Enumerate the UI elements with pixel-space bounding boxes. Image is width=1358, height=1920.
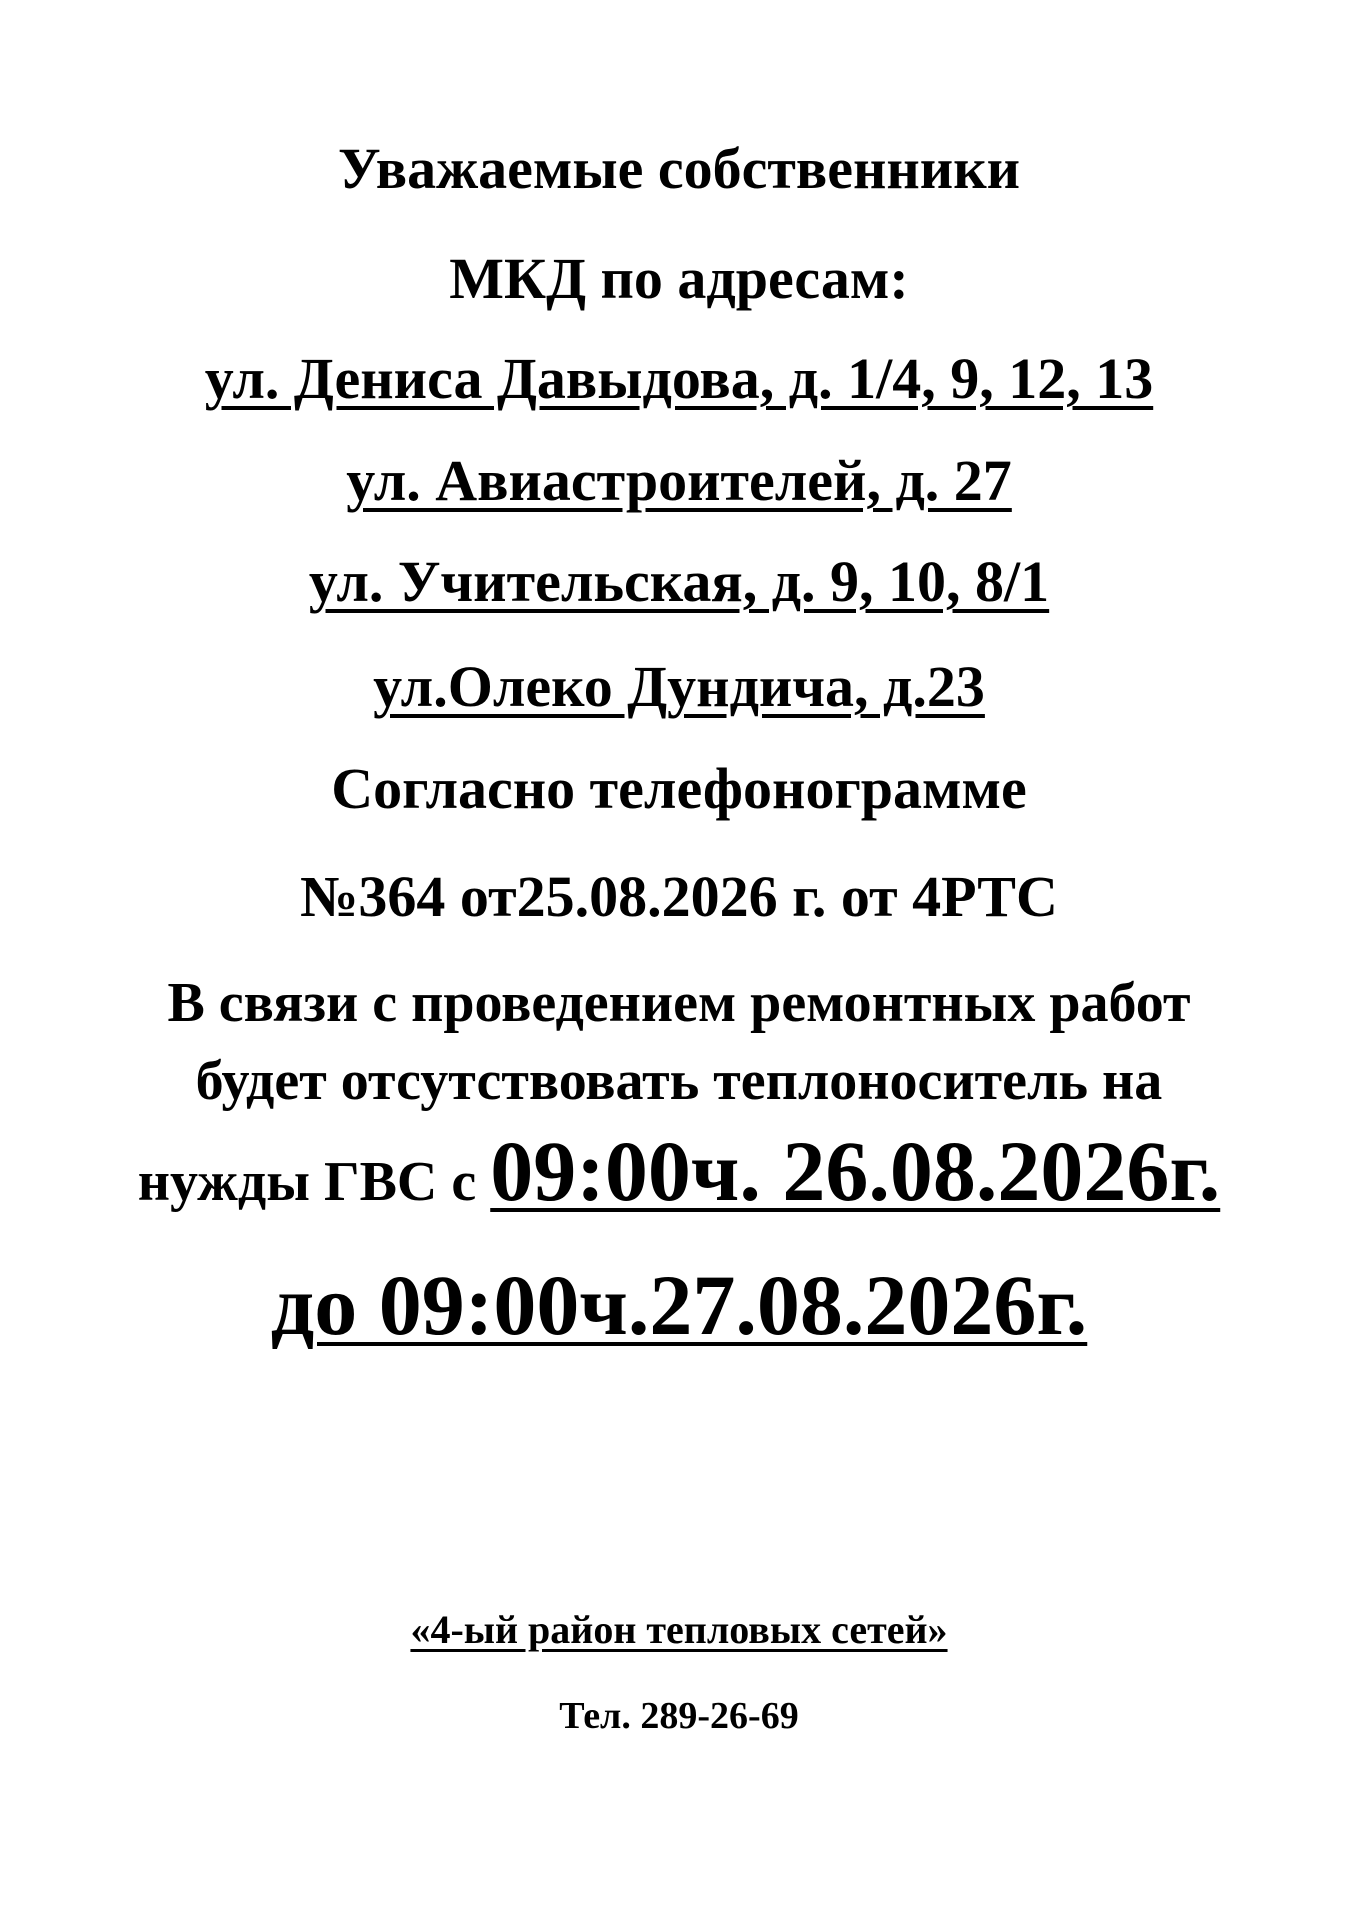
footer-organization-line <box>0 1607 1358 1652</box>
body-line-3-prefix: нужды ГВС с <box>137 1151 491 1213</box>
basis-line-1: Согласно телефонограмме <box>331 756 1027 821</box>
footer-organization: «4-ый район тепловых сетей» <box>410 1607 948 1652</box>
address-2 <box>0 448 1358 513</box>
address-2-text: ул. Авиастроителей, д. 27 <box>346 448 1012 513</box>
body-line-2: будет отсутствовать теплоноситель на <box>195 1050 1163 1112</box>
basis-line-2: №364 от25.08.2026 г. от 4РТС <box>300 864 1058 929</box>
period-end: до 09:00ч.27.08.2026г. <box>270 1257 1088 1353</box>
address-3-text: ул. Учительская, д. 9, 10, 8/1 <box>308 549 1050 614</box>
body-line-1: В связи с проведением ремонтных работ <box>167 972 1191 1034</box>
period-end-line <box>0 1257 1358 1353</box>
address-1 <box>0 346 1358 411</box>
greeting-line-1: Уважаемые собственники <box>337 136 1021 201</box>
address-4 <box>0 654 1358 719</box>
address-4-text: ул.Олеко Дундича, д.23 <box>373 654 985 719</box>
address-3 <box>0 549 1358 614</box>
address-1-text: ул. Дениса Давыдова, д. 1/4, 9, 12, 13 <box>204 346 1154 411</box>
body-line-3 <box>0 1123 1358 1219</box>
period-start: 09:00ч. 26.08.2026г. <box>490 1123 1221 1219</box>
footer-phone: Тел. 289-26-69 <box>559 1695 799 1737</box>
greeting-line-2: МКД по адресам: <box>449 246 909 311</box>
